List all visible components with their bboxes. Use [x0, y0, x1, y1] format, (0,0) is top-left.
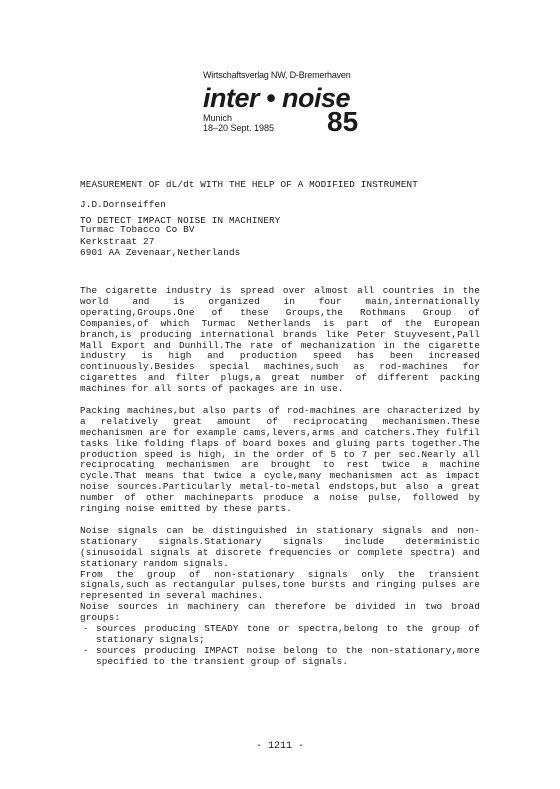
paragraph-sentence: Noise sources in machinery can therefore be divided in two broad groups: [80, 601, 480, 624]
title-line-2: TO DETECT IMPACT NOISE IN MACHINERY [80, 215, 281, 226]
bullet-dash: - [83, 623, 89, 635]
list-item-text: sources producing IMPACT noise belong to the non-stationary,more specified to the transient group of signals. [96, 644, 480, 667]
conference-name: inter • noise [203, 83, 350, 113]
body-paragraph: Packing machines,but also parts of rod-machines are characterized by a relatively great amount of reciprocating mechanismen.These mechanismen are for example cams,levers,arms and catchers.They fulfil tasks like folding flaps of board boxes and gluing parts together.The production speed is high, in the order of 5 to 7 per sec.Nearly all reciprocating mechanismen are brought to rest twice a machine cycle.That means that twice a cycle,many mechanismen act as impact noise sources.Particularly metal-to-metal endstops,but also a great number of other machineparts produce a noise pulse, followed by ringing noise emitted by these parts. [80, 404, 480, 515]
publisher-line: Wirtschaftsverlag NW, D-Bremerhaven [203, 70, 351, 80]
conference-year: 85 [327, 106, 359, 137]
body-paragraph [80, 526, 480, 668]
paragraph-sentence: Noise signals can be distinguished in stationary signals and non-stationary signals.Stationary signals include deterministic (sinusoidal signals at discrete frequencies or complete spectra) and stationary random signals. [80, 524, 480, 569]
paper-body [80, 286, 480, 679]
author-name: J.D.Dornseiffen [80, 199, 166, 210]
title-line-1: MEASUREMENT OF dL/dt WITH THE HELP OF A MODIFIED INSTRUMENT [80, 179, 419, 190]
page-number: - 1211 - [255, 741, 304, 752]
affiliation-line: 6901 AA Zevenaar,Netherlands [80, 247, 241, 258]
conference-city: Munich [203, 113, 233, 123]
list-item [80, 624, 480, 646]
affiliation [80, 224, 240, 259]
conference-dates: 18–20 Sept. 1985 [203, 123, 275, 133]
bullet-dash: - [83, 644, 89, 656]
affiliation-line: Turmac Tobacco Co BV [80, 224, 195, 235]
conference-details [203, 106, 363, 139]
conference-header [203, 70, 363, 139]
paragraph-sentence: From the group of non-stationary signals only the transient signals,such as rectangular pulses,tone bursts and ringing pulses are represented in several machines. [80, 568, 480, 602]
noise-source-list [80, 624, 480, 668]
body-paragraph: The cigarette industry is spread over almost all countries in the world and is organized in four main,internationally operating,Groups.One of these Groups,the Rothmans Group of Companies,of which Turmac Netherlands is part of the European branch,is producing international brands like Peter Stuyvesent,Pall Mall Export and Dunhill.The rate of mechanization in the cigarette industry is high and production speed has been increased continuously.Besides special machines,such as rod-machines for cigarettes and filter plugs,a great number of different packing machines for all sorts of packages are in use. [80, 285, 480, 395]
list-item [80, 646, 480, 668]
affiliation-line: Kerkstraat 27 [80, 235, 155, 247]
list-item-text: sources producing STEADY tone or spectra,belong to the group of stationary signals; [96, 623, 480, 645]
